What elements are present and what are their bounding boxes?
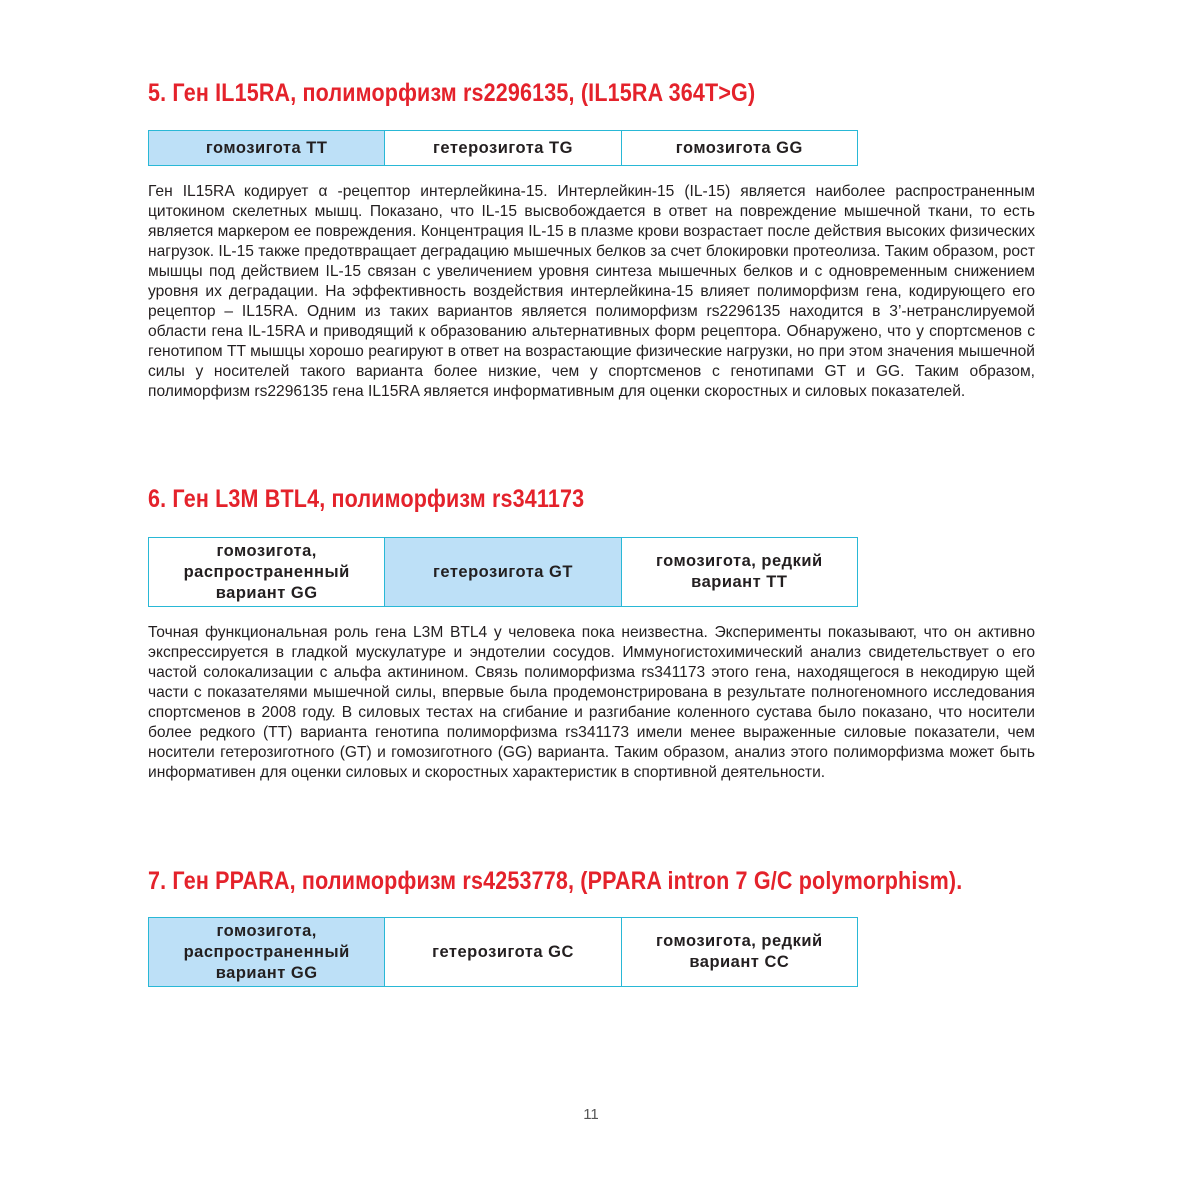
section-5-heading: 5. Ген IL15RA, полиморфизм rs2296135, (IL15RA 364T>G)	[148, 79, 756, 107]
genotype-cell-gg: гомозигота, распространенный вариант GG	[149, 538, 385, 607]
genotype-cell-gc: гетерозигота GC	[385, 918, 621, 987]
table-row	[149, 538, 858, 607]
section-7-heading: 7. Ген PPARA, полиморфизм rs4253778, (PPARA intron 7 G/C polymorphism).	[148, 867, 963, 895]
genotype-cell-cc: гомозигота, редкий вариант CC	[621, 918, 857, 987]
section-5-paragraph: Ген IL15RA кодирует α -рецептор интерлейкина-15. Интерлейкин-15 (IL-15) является наиболее распространенным цитокином скелетных мышц. Показано, что IL-15 высвобождается в ответ на повреждение мышечной ткани, то есть является маркером ее повреждения. Концентрация IL-15 в плазме крови возрастает после действия высоких физических нагрузок. IL-15 также предотвращает деградацию мышечных белков за счет блокировки протеолиза. Таким образом, рост мышцы под действием IL-15 связан с увеличением уровня синтеза мышечных белков и с одновременным снижением уровня их деградации. На эффективность воздействия интерлейкина-15 влияет полиморфизм гена, кодирующего его рецептор – IL15RA. Одним из таких вариантов является полиморфизм rs2296135 находится в 3’-нетранслируемой области гена IL-15RA и приводящий к образованию альтернативных форм рецептора. Обнаружено, что у спортсменов с генотипом TT мышцы хорошо реагируют в ответ на возрастающие физические нагрузки, но при этом значения мышечной силы у носителей такого варианта более низкие, чем у спортсменов с генотипами GT и GG. Таким образом, полиморфизм rs2296135 гена IL15RA является информативным для оценки скоростных и силовых показателей.	[148, 183, 1035, 400]
genotype-cell-gt: гетерозигота GT	[385, 538, 621, 607]
section-5-genotype-table	[148, 130, 858, 166]
section-6-paragraph: Точная функциональная роль гена L3M BTL4 у человека пока неизвестна. Эксперименты показывают, что он активно экспрессируется в гладкой мускулатуре и эндотелии сосудов. Иммуногистохимический анализ свидетельствует о его частой солокализации с альфа актинином. Связь полиморфизма rs341173 этого гена, находящегося в некодирую щей части с показателями мышечной силы, впервые была продемонстрирована в результате полногеномного исследования спортсменов в 2008 году. В силовых тестах на сгибание и разгибание коленного сустава было показано, что носители более редкого (TT) варианта генотипа полиморфизма rs341173 имели менее выраженные силовые показатели, чем носители гетерозиготного (GT) и гомозиготного (GG) варианта. Таким образом, анализ этого полиморфизма может быть информативен для оценки силовых и скоростных характеристик в спортивной деятельности.	[148, 624, 1035, 781]
genotype-cell-gg: гомозигота, распространенный вариант GG	[149, 918, 385, 987]
table-row	[149, 918, 858, 987]
genotype-cell-tt: гомозигота, редкий вариант TT	[621, 538, 857, 607]
section-6-genotype-table	[148, 537, 858, 607]
table-row	[149, 131, 858, 166]
genotype-cell-tg: гетерозигота TG	[385, 131, 621, 166]
page-number: 11	[583, 1106, 599, 1123]
section-6-heading: 6. Ген L3M BTL4, полиморфизм rs341173	[148, 485, 585, 513]
section-7-genotype-table	[148, 917, 858, 987]
genotype-cell-gg: гомозигота GG	[621, 131, 857, 166]
genotype-cell-tt: гомозигота TT	[149, 131, 385, 166]
